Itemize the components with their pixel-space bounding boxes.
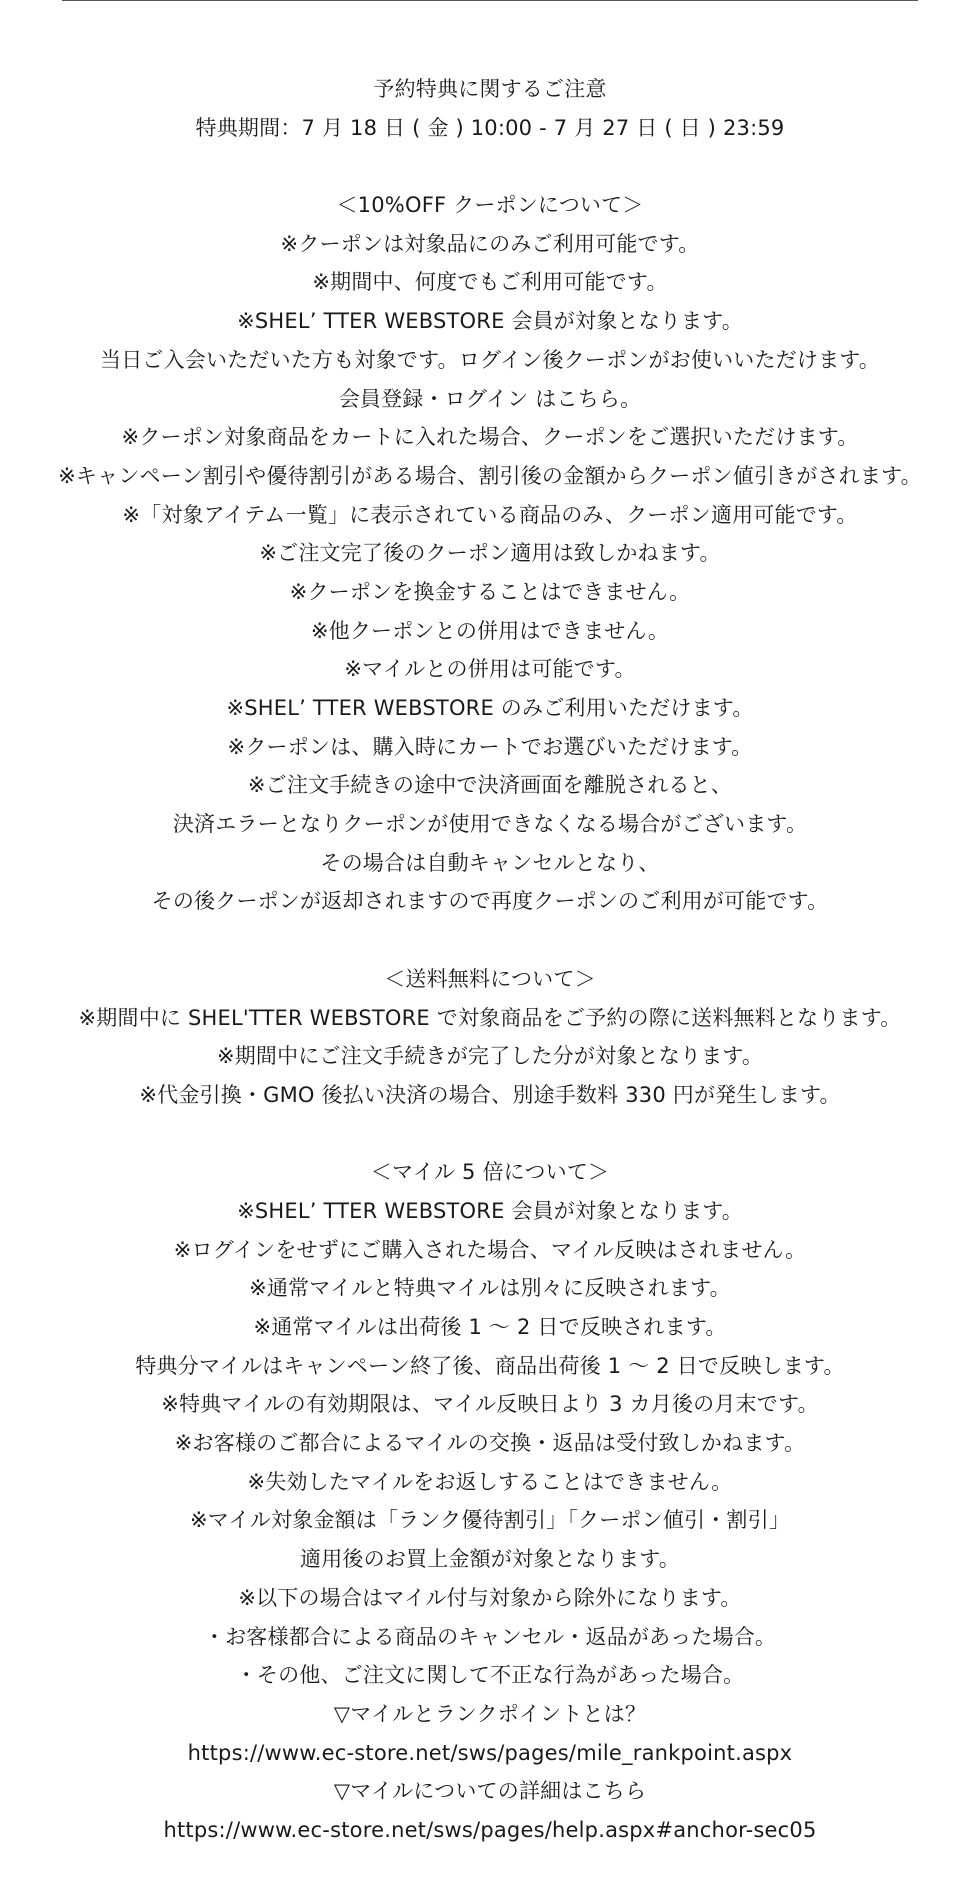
coupon-note: ※クーポン対象商品をカートに入れた場合、クーポンをご選択いただけます。 [121, 425, 859, 450]
rankpoint-link[interactable]: https://www.ec-store.net/sws/pages/mile_rankpoint.aspx [187, 1740, 793, 1765]
notice-title: 予約特典に関するご注意 [373, 77, 607, 101]
mile-note: ・その他、ご注文に関して不正な行為があった場合。 [235, 1663, 745, 1688]
mile-note: ※マイル対象金額は「ランク優待割引」「クーポン値引・割引」 [189, 1508, 791, 1533]
rankpoint-label: ▽マイルとランクポイントとは？ [333, 1701, 647, 1726]
mile-note: ※ログインをせずにご購入された場合、マイル反映はされません。 [173, 1237, 807, 1262]
coupon-note: その場合は自動キャンセルとなり、 [320, 850, 660, 875]
mile-note: ※お客様のご都合によるマイルの交換・返品は受付致しかねます。 [174, 1431, 806, 1456]
mile-note: ※以下の場合はマイル付与対象から除外になります。 [238, 1585, 742, 1610]
coupon-note: ※他クーポンとの併用はできません。 [310, 618, 670, 643]
coupon-note: ※ご注文完了後のクーポン適用は致しかねます。 [259, 541, 721, 566]
campaign-notice [0, 70, 980, 1850]
benefit-period: 特典期間：7 月 18 日 ( 金 ) 10:00 - 7 月 27 日 ( 日 ) 23:59 [195, 115, 785, 140]
mile-note: ※SHEL’ TTER WEBSTORE 会員が対象となります。 [237, 1198, 743, 1223]
mile-note: 特典分マイルはキャンペーン終了後、商品出荷後 1 ～ 2 日で反映します。 [135, 1353, 845, 1378]
spacer [0, 1115, 980, 1154]
coupon-note: ※期間中、何度でもご利用可能です。 [312, 270, 668, 295]
spacer [0, 921, 980, 960]
shipping-note: ※期間中に SHEL'TTER WEBSTORE で対象商品をご予約の際に送料無料となります。 [78, 1005, 902, 1030]
mile-detail-label: ▽マイルについての詳細はこちら [333, 1779, 647, 1804]
coupon-note: ※ご注文手続きの途中で決済画面を離脱されると、 [247, 773, 733, 798]
coupon-note: ※キャンペーン割引や優待割引がある場合、割引後の金額からクーポン値引きがされます。 [58, 463, 922, 488]
coupon-note: ※クーポンを換金することはできません。 [289, 579, 691, 604]
coupon-note: 当日ご入会いただいた方も対象です。ログイン後クーポンがお使いいただけます。 [100, 347, 880, 372]
shipping-note: ※期間中にご注文手続きが完了した分が対象となります。 [216, 1044, 764, 1069]
shipping-heading: ＜送料無料について＞ [384, 966, 596, 991]
coupon-note: ※SHEL’ TTER WEBSTORE 会員が対象となります。 [237, 309, 743, 334]
mile-heading: ＜マイル 5 倍について＞ [370, 1160, 610, 1185]
member-login-link[interactable]: 会員登録・ログイン はこちら。 [338, 386, 642, 411]
coupon-note: ※クーポンは対象品にのみご利用可能です。 [280, 231, 700, 256]
mile-note: ※通常マイルは出荷後 1 ～ 2 日で反映されます。 [253, 1315, 727, 1339]
top-divider [62, 0, 918, 1]
coupon-note: その後クーポンが返却されますので再度クーポンのご利用が可能です。 [151, 889, 829, 914]
shipping-note: ※代金引換・GMO 後払い決済の場合、別途手数料 330 円が発生します。 [139, 1082, 841, 1107]
spacer [0, 147, 980, 186]
mile-note: ※特典マイルの有効期限は、マイル反映日より 3 カ月後の月末です。 [161, 1392, 819, 1417]
coupon-heading: ＜10%OFF クーポンについて＞ [336, 193, 644, 218]
mile-note: ※失効したマイルをお返しすることはできません。 [247, 1469, 733, 1494]
coupon-note: ※SHEL’ TTER WEBSTORE のみご利用いただけます。 [226, 696, 754, 720]
mile-note: ※通常マイルと特典マイルは別々に反映されます。 [249, 1276, 731, 1301]
mile-detail-link[interactable]: https://www.ec-store.net/sws/pages/help.aspx#anchor-sec05 [163, 1817, 817, 1842]
coupon-note: ※「対象アイテム一覧」に表示されている商品のみ、クーポン適用可能です。 [122, 502, 858, 527]
coupon-note: 決済エラーとなりクーポンが使用できなくなる場合がございます。 [172, 812, 808, 837]
mile-note: ・お客様都合による商品のキャンセル・返品があった場合。 [203, 1624, 777, 1649]
coupon-note: ※マイルとの併用は可能です。 [344, 657, 636, 682]
mile-note: 適用後のお買上金額が対象となります。 [300, 1547, 680, 1572]
coupon-note: ※クーポンは、購入時にカートでお選びいただけます。 [227, 734, 753, 759]
